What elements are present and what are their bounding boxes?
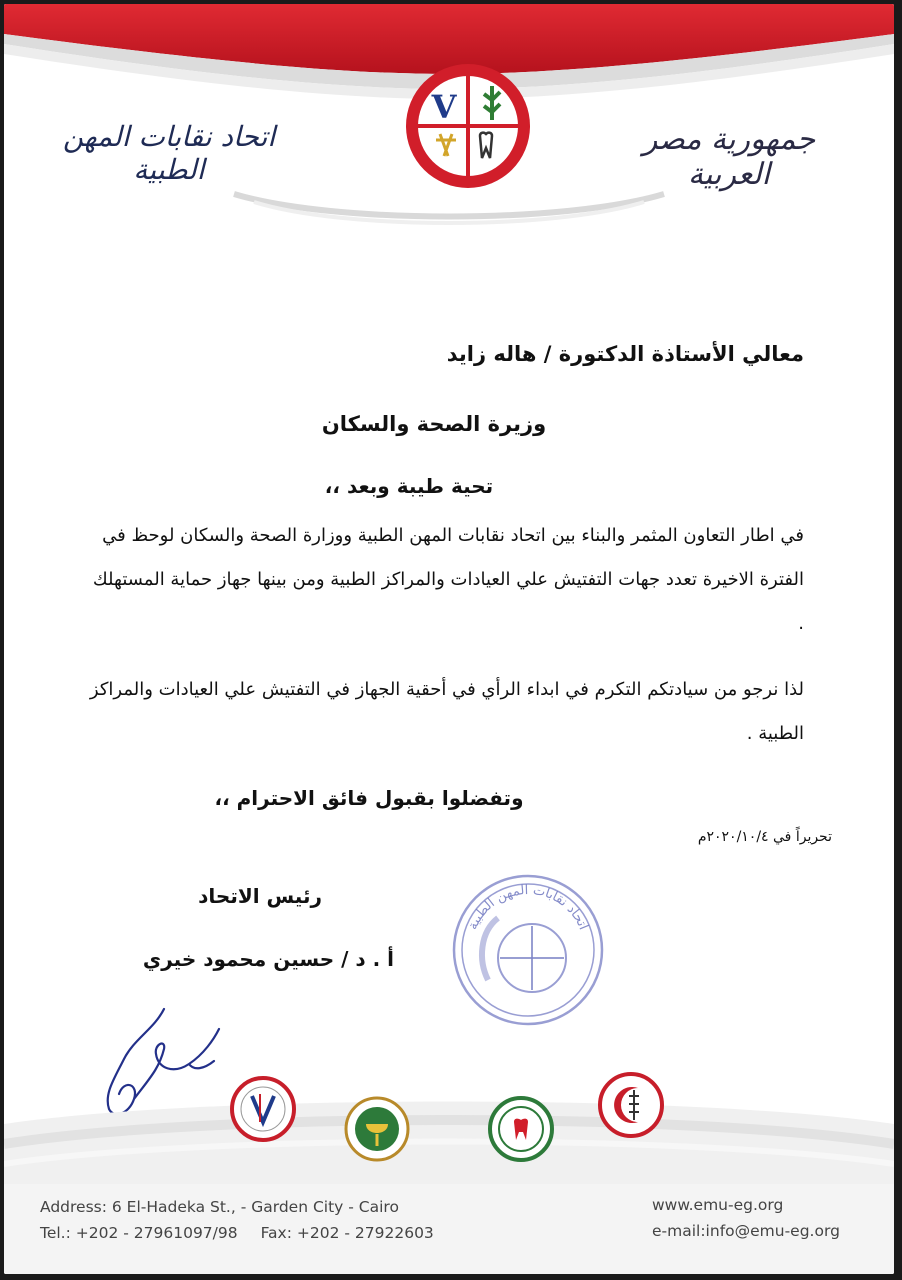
dental-syndicate-logo xyxy=(488,1096,554,1162)
email-link[interactable]: e-mail:info@emu-eg.org xyxy=(652,1222,840,1240)
website-link[interactable]: www.emu-eg.org xyxy=(652,1196,784,1214)
official-stamp xyxy=(448,870,608,1030)
republic-title: جمهورية مصر العربية xyxy=(642,122,816,192)
union-title: اتحاد نقابات المهن الطبية xyxy=(62,120,276,186)
veterinary-syndicate-logo xyxy=(230,1076,296,1142)
salutation: معالي الأستاذة الدكتورة / هاله زايد xyxy=(446,342,804,366)
union-emblem-logo xyxy=(404,62,532,190)
greeting: تحية طيبة وبعد ،، xyxy=(324,474,494,498)
president-title: رئيس الاتحاد xyxy=(198,884,322,908)
date: تحريراً في ٢٠٢٠/١٠/٤م xyxy=(697,829,832,845)
phone-row xyxy=(40,1220,452,1246)
closing: وتفضلوا بقبول فائق الاحترام ،، xyxy=(214,786,524,810)
stamp-text: اتحاد نقابات المهن الطبية xyxy=(465,882,591,933)
paragraph-1: في اطار التعاون المثمر والبناء بين اتحاد نقابات المهن الطبية ووزارة الصحة والسكان لوحظ في الفترة الاخيرة تعدد جهات التفتيش علي العيادات والمراكز الطبية ومن بينها جهاز حماية المستهلك . xyxy=(92,525,804,634)
address: Address: 6 El-Hadeka St., - Garden City - Cairo xyxy=(40,1198,399,1216)
pharmacists-syndicate-logo xyxy=(344,1096,410,1162)
footer-contact-left xyxy=(40,1194,452,1246)
logo-letter: V xyxy=(431,88,457,126)
medical-syndicate-logo xyxy=(598,1072,664,1138)
fax: Fax: +202 - 27922603 xyxy=(260,1224,434,1242)
paragraph-2: لذا نرجو من سيادتكم التكرم في ابداء الرأي في أحقية الجهاز في التفتيش علي العيادات والمراكز الطبية . xyxy=(89,679,804,744)
minister-title: وزيرة الصحة والسكان xyxy=(321,412,547,436)
president-name: أ . د / حسين محمود خيري xyxy=(142,947,394,971)
letter-page xyxy=(4,4,894,1274)
footer-contact-right xyxy=(652,1192,840,1244)
telephone: Tel.: +202 - 27961097/98 xyxy=(40,1224,238,1242)
